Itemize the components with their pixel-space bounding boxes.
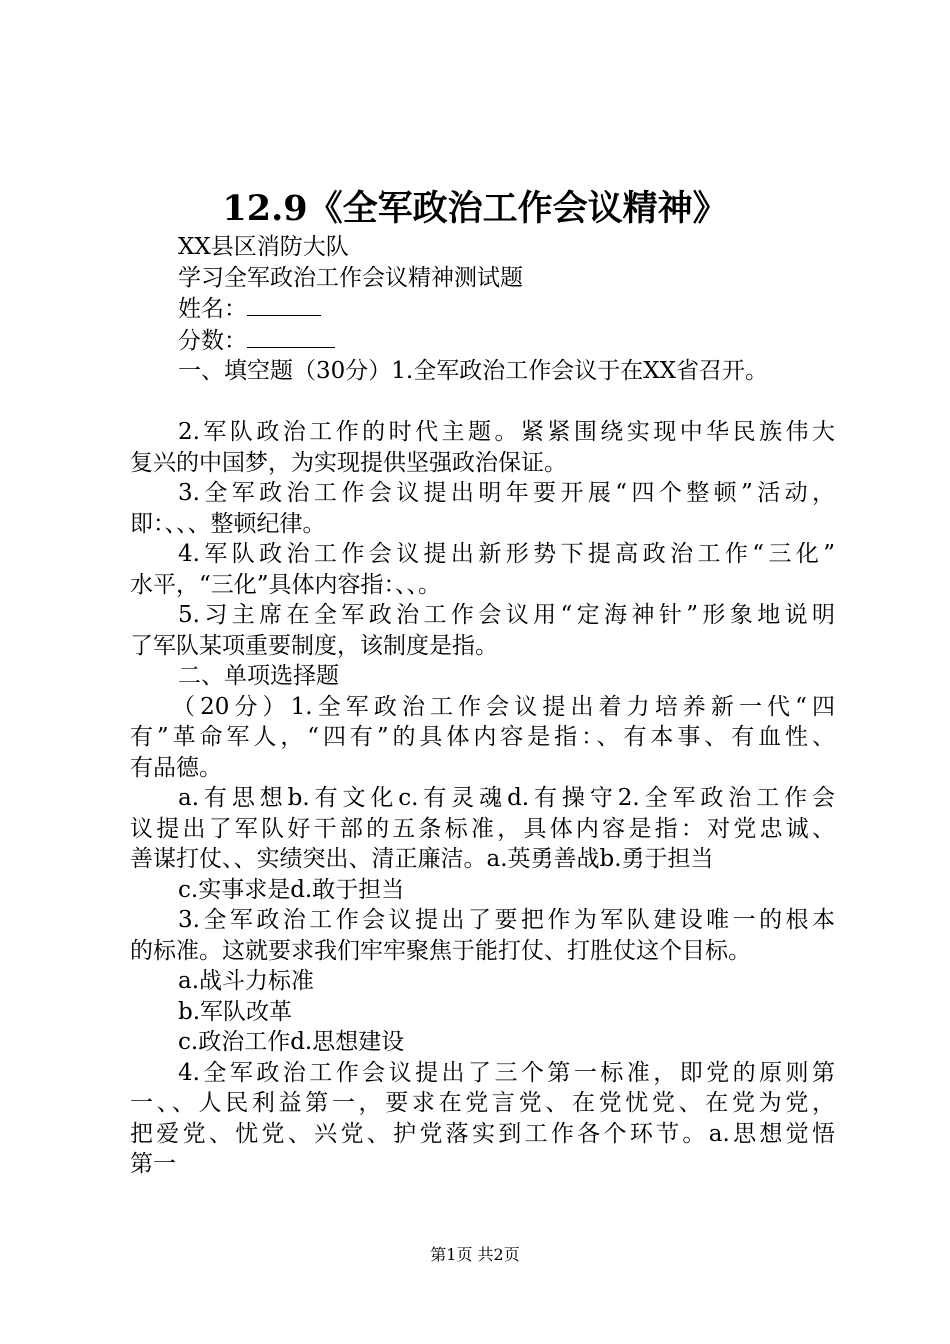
- exam-subtitle: 学习全军政治工作会议精神测试题: [178, 264, 523, 291]
- paragraph-line: 一、填空题（30分）1.全军政治工作会议于在XX省召开。: [178, 358, 768, 384]
- paragraph-line: 3.全军政治工作会议提出明年要开展“四个整顿”活动，: [178, 480, 835, 506]
- score-label: 分数：: [178, 327, 247, 354]
- paragraph-line: 把爱党、忧党、兴党、护党落实到工作各个环节。a.思想觉悟: [130, 1120, 835, 1147]
- page-footer: 第1页 共2页: [430, 1245, 520, 1264]
- name-field: [130, 293, 835, 325]
- paragraph-line: 一、、人民利益第一，要求在党言党、在党忧党、在党为党，: [130, 1090, 835, 1116]
- paragraph-line: 议提出了军队好干部的五条标准，具体内容是指：对党忠诚、: [130, 815, 835, 842]
- paragraph-line: 水平，“三化”具体内容指：、、。: [130, 571, 442, 598]
- paragraph-line: 有”革命军人，“四有”的具体内容是指：、有本事、有血性、: [130, 724, 835, 750]
- option-line: b.军队改革: [178, 998, 293, 1025]
- paragraph-line: 即：、、、整顿纪律。: [130, 510, 326, 537]
- blank-line: [130, 387, 835, 418]
- name-label: 姓名：: [178, 296, 247, 322]
- paragraph-line: 的标准。这就要求我们牢牢聚焦于能打仗、打胜仗这个目标。: [130, 937, 751, 964]
- name-blank[interactable]: [247, 293, 321, 316]
- option-line: a.战斗力标准: [178, 968, 315, 994]
- paragraph-line: 4.军队政治工作会议提出新形势下提高政治工作“三化”: [178, 541, 835, 567]
- unit-name: XX县区消防大队: [178, 234, 349, 260]
- paragraph-line: c.实事求是d.敢于担当: [178, 876, 405, 903]
- paragraph-line: （20分）1.全军政治工作会议提出着力培养新一代“四: [172, 693, 835, 720]
- paragraph-line: 4.全军政治工作会议提出了三个第一标准，即党的原则第: [178, 1059, 835, 1086]
- paragraph-line: 2.军队政治工作的时代主题。紧紧围绕实现中华民族伟大: [178, 419, 835, 445]
- score-field: [130, 325, 835, 357]
- score-blank[interactable]: [247, 325, 335, 348]
- document-title: 12.9《全军政治工作会议精神》: [222, 188, 728, 229]
- paragraph-line: 善谋打仗、、实绩突出、清正廉洁。a.英勇善战b.勇于担当: [130, 846, 714, 872]
- paragraph-line: 5.习主席在全军政治工作会议用“定海神针”形象地说明: [178, 602, 835, 628]
- paragraph-line: a.有思想b.有文化c.有灵魂d.有操守2.全军政治工作会: [178, 785, 835, 811]
- option-line: c.政治工作d.思想建设: [178, 1029, 405, 1055]
- paragraph-line: 了军队某项重要制度，该制度是指。: [130, 632, 498, 659]
- paragraph-line: 第一: [130, 1151, 176, 1177]
- paragraph-line: 复兴的中国梦，为实现提供坚强政治保证。: [130, 449, 567, 476]
- section-heading: 二、单项选择题: [178, 663, 339, 689]
- paragraph-line: 3.全军政治工作会议提出了要把作为军队建设唯一的根本: [178, 907, 835, 933]
- document-body: [130, 232, 835, 1180]
- paragraph-line: 有品德。: [130, 754, 222, 781]
